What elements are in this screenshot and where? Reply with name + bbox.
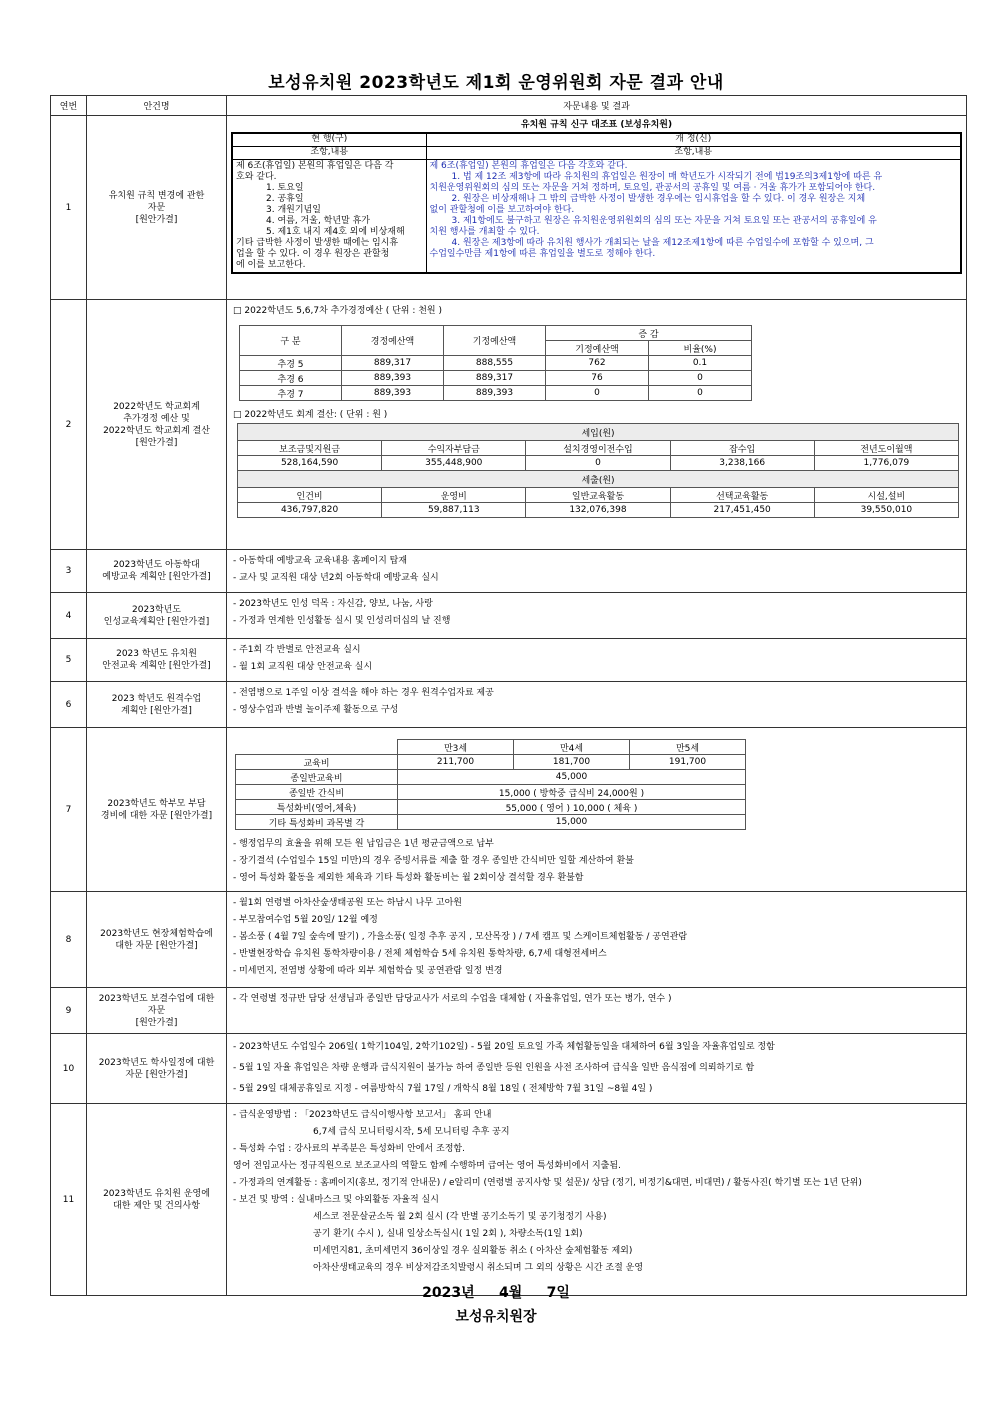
current-rule-header: 현 행(구) [232,133,426,146]
agenda-name: 2023학년도 인성교육계획안 [원안가결] [87,593,227,639]
agenda-content: - 급식운영방법 : 「2023학년도 급식이행사항 보고서」 홈피 안내 6,7세 급식 모니터링시작, 5세 모니터링 추후 공지 - 특성화 수업 : 강사료의 부족분은 특성화비 안에서 조정함. 영어 전임교사는 정규직원으로 보조교사의 역할도 함께 수행하며 급여는 영어 특성화비에서 지출됨. - 가정과의 연계활동 : 홈페이지(홍보, 정기적 안내문) / e알리미 (연령별 공지사항 및 설문)/ 상담 (정기, 비정기&대면, 비대면) / 활동사진( 학기별 또는 1년 단위) - 보건 및 방역 : 실내마스크 및 야외활동 자율적 실시 세스코 전문살균소독 월 2회 실시 (각 반별 공기소독기 및 공기청정기 사용) 공기 환기( 수시 ), 실내 일상소독실시( 1일 2회 ), 차량소독(1일 1회) 미세먼지81, 초미세먼지 36이상일 경우 실외활동 취소 ( 아차산 숲체험활동 제외) 아차산생태교육의 경우 비상저감조치발령시 취소되며 그 외의 상황은 시간 조절 운영 [227,1104,967,1296]
new-rule-text: 제 6조(휴업일) 본원의 휴업일은 다음 각호와 같다. 1. 법 제 12조 제3항에 따라 유치원의 휴업일은 원장이 매 학년도가 시작되기 전에 법19조의3제1항에 따른 유 치원운영위원회의 심의 또는 자문을 거쳐 정하며, 토요일, 관공서의 공휴일 및 여름 · 겨울 휴가가 포함되어야 한다. 2. 원장은 비상재해나 그 밖의 급박한 사정이 발생한 경우에는 임시휴업을 할 수 있다. 이 경우 원장은 지체 없이 관할청에 이를 보고하여야 한다. 3. 제1항에도 불구하고 원장은 유치원운영위원회의 심의 또는 자문을 거쳐 토요일 또는 관공서의 공휴일에 유 치원 행사를 개최할 수 있다. 4. 원장은 제3항에 따라 유치원 행사가 개최되는 날을 제12조제1항에 따른 수업일수에 포함할 수 있으며, 그 수업일수만큼 제1항에 따른 휴업일을 별도로 정해야 한다. [426,159,961,273]
agenda-content: - 2023학년도 수업일수 206일( 1학기104일, 2학기102일) - 5월 20일 토요일 가족 체험활동일을 대체하여 6월 3일을 자율휴업일로 정함 - 5월 1일 자율 휴업일은 차량 운행과 급식지원이 불가능 하여 종일반 등원 인원을 사전 조사하여 급식을 일반 음식점에 의뢰하기로 함 - 5월 29일 대체공휴일로 지정 - 여름방학식 7월 17일 / 개학식 8월 18일 ( 전체방학 7월 31일 ~8월 4일 ) [227,1034,967,1104]
table-row: 4 2023학년도 인성교육계획안 [원안가결] - 2023학년도 인성 덕목 : 자신감, 양보, 나눔, 사랑 - 가정과 연계한 인성활동 실시 및 인성리더십의 날 진행 [51,593,967,639]
table-row: 5 2023 학년도 유치원 안전교육 계획안 [원안가결] - 주1회 각 반별로 안전교육 실시 - 월 1회 교직원 대상 안전교육 실시 [51,639,967,682]
expense-title: 세출(원) [238,471,959,488]
agenda-content [227,300,967,550]
agenda-content: 만3세 만4세 만5세 교육비 211,700 181,700 191,700 종일반교육비 45,000 종일반 간식비 15,000 ( 방학중 급식비 24,000원 ) 특성화비(영어,체육) 55,000 ( 영어 ) 10,000 ( 체육 ) 기타 특성화비 과목별 각 15,000 - 행정업무의 효율을 위해 모든 원 납입금은 1년 평균금액으로 납부 - 장기결석 (수업일수 15일 미만)의 경우 증빙서류를 제출 할 경우 종일반 간식비만 일할 계산하여 환불 - 영어 특성화 활동을 제외한 체육과 기타 특성화 활동비는 월 2회이상 결석할 경우 환불함 [227,728,967,892]
agenda-content: - 월1회 연령별 아차산숲생태공원 또는 하남시 나무 고아원 - 부모참여수업 5월 20일/ 12월 예정 - 봄소풍 ( 4월 7일 숲속에 딸기) , 가을소풍( 일정 추후 공지 , 모산목장 ) / 7세 캠프 및 스케이트체험활동 / 공연관람 - 반별현장학습 유치원 통학차량이용 / 전체 체험학습 5세 유치원 통학차량, 6,7세 대형전세버스 - 미세먼지, 전염병 상황에 따라 외부 체험학습 및 공연관람 일정 변경 [227,892,967,988]
agenda-name: 2022학년도 학교회계 추가경정 예산 및 2022학년도 학교회계 결산 [원안가결] [87,300,227,550]
budget-caption: □ 2022학년도 5,6,7차 추가경정예산 ( 단위 : 천원 ) [233,306,442,316]
table-row: 7 2023학년도 학부모 부담 경비에 대한 자문 [원안가결] 만3세 만4세 만5세 교육비 211,700 181,700 191,700 종일반교육비 45,000 종일반 간식비 15,000 ( 방학중 급식비 24,000원 ) 특성화비(영어,체육) 55,000 ( 영어 ) 10,000 ( 체육 ) 기타 특성화비 과목별 각 15,000 - 행정업무의 효율을 위해 모든 원 납입금은 1년 평균금액으로 납부 - 장기결석 (수업일수 15일 미만)의 경우 증빙서류를 제출 할 경우 종일반 간식비만 일할 계산하여 환불 - 영어 특성화 활동을 제외한 체육과 기타 특성화 활동비는 월 2회이상 결석할 경우 환불함 [51,728,967,892]
agenda-name: 2023학년도 보결수업에 대한 자문 [원안가결] [87,988,227,1034]
new-col-label: 조항,내용 [426,146,961,159]
row-no: 2 [51,300,87,550]
table-header-row [51,96,967,116]
current-rule-text: 제 6조(휴업일) 본원의 휴업일은 다음 각 호와 같다. 1. 토요일 2. 공휴일 3. 개원기념일 4. 여름, 겨울, 학년말 휴가 5. 제1호 내지 제4호 외에 비상재해 기타 급박한 사정이 발생한 때에는 임시휴 업을 할 수 있다. 이 경우 원장은 관할청 에 이를 보고한다. [232,159,426,273]
parent-fee-table: 만3세 만4세 만5세 교육비 211,700 181,700 191,700 종일반교육비 45,000 종일반 간식비 15,000 ( 방학중 급식비 24,000원 ) 특성화비(영어,체육) 55,000 ( 영어 ) 10,000 ( 체육 ) 기타 특성화비 과목별 각 15,000 [235,739,746,830]
signature-line: 보성유치원장 [455,1309,537,1325]
new-rule-header: 개 정(신) [426,133,961,146]
header-no: 연번 [51,96,87,116]
rule-comparison-table [231,132,962,274]
agenda-content: - 전염병으로 1주일 이상 결석을 해야 하는 경우 원격수업자료 제공 - 영상수업과 반별 놀이주제 활동으로 구성 [227,682,967,728]
agenda-content: - 아동학대 예방교육 교육내용 홈페이지 탑재 - 교사 및 교직원 대상 년2회 아동학대 예방교육 실시 [227,550,967,593]
settlement-table: 세입(원) 보조금및지원금 수익자부담금 설치경영이전수입 잡수입 전년도이월액 528,164,590 355,448,900 0 3,238,166 1,776,079 세출(원) 인건비 운영비 일반교육활동 선택교육활동 시설,설비 436,797,820 59,887,113 132,076,398 217,451,450 39,550,010 [237,423,959,518]
table-row: 9 2023학년도 보결수업에 대한 자문 [원안가결] - 각 연령별 정규반 담당 선생님과 종일반 담당교사가 서로의 수업을 대체함 ( 자율휴업일, 연가 또는 병가, 연수 ) [51,988,967,1034]
agenda-name: 2023학년도 현장체험학습에 대한 자문 [원안가결] [87,892,227,988]
agenda-content: - 각 연령별 정규반 담당 선생님과 종일반 담당교사가 서로의 수업을 대체함 ( 자율휴업일, 연가 또는 병가, 연수 ) [227,988,967,1034]
agenda-name: 2023 학년도 유치원 안전교육 계획안 [원안가결] [87,639,227,682]
row-no: 1 [51,116,87,300]
table-row: 추경 5 889,317 888,555 762 0.1 [240,356,752,371]
table-row: 3 2023학년도 아동학대 예방교육 계획안 [원안가결] - 아동학대 예방교육 교육내용 홈페이지 탑재 - 교사 및 교직원 대상 년2회 아동학대 예방교육 실시 [51,550,967,593]
agenda-content: - 주1회 각 반별로 안전교육 실시 - 월 1회 교직원 대상 안전교육 실시 [227,639,967,682]
table-row: 11 2023학년도 유치원 운영에 대한 제안 및 건의사항 - 급식운영방법 : 「2023학년도 급식이행사항 보고서」 홈피 안내 6,7세 급식 모니터링시작, 5세 모니터링 추후 공지 - 특성화 수업 : 강사료의 부족분은 특성화비 안에서 조정함. 영어 전임교사는 정규직원으로 보조교사의 역할도 함께 수행하며 급여는 영어 특성화비에서 지출됨. - 가정과의 연계활동 : 홈페이지(홍보, 정기적 안내문) / e알리미 (연령별 공지사항 및 설문)/ 상담 (정기, 비정기&대면, 비대면) / 활동사진( 학기별 또는 1년 단위) - 보건 및 방역 : 실내마스크 및 야외활동 자율적 실시 세스코 전문살균소독 월 2회 실시 (각 반별 공기소독기 및 공기청정기 사용) 공기 환기( 수시 ), 실내 일상소독실시( 1일 2회 ), 차량소독(1일 1회) 미세먼지81, 초미세먼지 36이상일 경우 실외활동 취소 ( 아차산 숲체험활동 제외) 아차산생태교육의 경우 비상저감조치발령시 취소되며 그 외의 상황은 시간 조절 운영 [51,1104,967,1296]
table-row: 10 2023학년도 학사일정에 대한 자문 [원안가결] - 2023학년도 수업일수 206일( 1학기104일, 2학기102일) - 5월 20일 토요일 가족 체험활동일을 대체하여 6월 3일을 자율휴업일로 정함 - 5월 1일 자율 휴업일은 차량 운행과 급식지원이 불가능 하여 종일반 등원 인원을 사전 조사하여 급식을 일반 음식점에 의뢰하기로 함 - 5월 29일 대체공휴일로 지정 - 여름방학식 7월 17일 / 개학식 8월 18일 ( 전체방학 7월 31일 ~8월 4일 ) [51,1034,967,1104]
revenue-title: 세입(원) [238,424,959,441]
agenda-name: 2023학년도 유치원 운영에 대한 제안 및 건의사항 [87,1104,227,1296]
supplementary-budget-table: 구 분 경정예산액 기정예산액 증 감 기정예산액 비율(%) 추경 5 889,317 888,555 762 0.1 추경 6 889,393 889,317 76 0 추경 7 889,393 889,393 0 0 [239,325,752,401]
page-title: 보성유치원 2023학년도 제1회 운영위원회 자문 결과 안내 [268,73,724,93]
table-row [51,300,967,550]
table-row: 추경 6 889,393 889,317 76 0 [240,371,752,386]
agenda-content [227,116,967,300]
advisory-table [50,95,967,1296]
table-row: 8 2023학년도 현장체험학습에 대한 자문 [원안가결] - 월1회 연령별 아차산숲생태공원 또는 하남시 나무 고아원 - 부모참여수업 5월 20일/ 12월 예정 - 봄소풍 ( 4월 7일 숲속에 딸기) , 가을소풍( 일정 추후 공지 , 모산목장 ) / 7세 캠프 및 스케이트체험활동 / 공연관람 - 반별현장학습 유치원 통학차량이용 / 전체 체험학습 5세 유치원 통학차량, 6,7세 대형전세버스 - 미세먼지, 전염병 상황에 따라 외부 체험학습 및 공연관람 일정 변경 [51,892,967,988]
agenda-name: 2023학년도 학부모 부담 경비에 대한 자문 [원안가결] [87,728,227,892]
current-col-label: 조항,내용 [232,146,426,159]
table-row: 추경 7 889,393 889,393 0 0 [240,386,752,401]
comparison-heading: 유치원 규칙 신구 대조표 (보성유치원) [520,120,673,130]
settlement-caption: □ 2022학년도 회계 결산: ( 단위 : 원 ) [233,410,388,420]
table-row: 6 2023 학년도 원격수업 계획안 [원안가결] - 전염병으로 1주일 이상 결석을 해야 하는 경우 원격수업자료 제공 - 영상수업과 반별 놀이주제 활동으로 구성 [51,682,967,728]
agenda-name: 유치원 규칙 변경에 관한 자문 [원안가결] [87,116,227,300]
agenda-name: 2023 학년도 원격수업 계획안 [원안가결] [87,682,227,728]
header-name: 안건명 [87,96,227,116]
agenda-content: - 2023학년도 인성 덕목 : 자신감, 양보, 나눔, 사랑 - 가정과 연계한 인성활동 실시 및 인성리더십의 날 진행 [227,593,967,639]
document-date: 2023년 4월 7일 [422,1285,570,1301]
agenda-name: 2023학년도 아동학대 예방교육 계획안 [원안가결] [87,550,227,593]
header-content: 자문내용 및 결과 [227,96,967,116]
table-row [51,116,967,300]
agenda-name: 2023학년도 학사일정에 대한 자문 [원안가결] [87,1034,227,1104]
